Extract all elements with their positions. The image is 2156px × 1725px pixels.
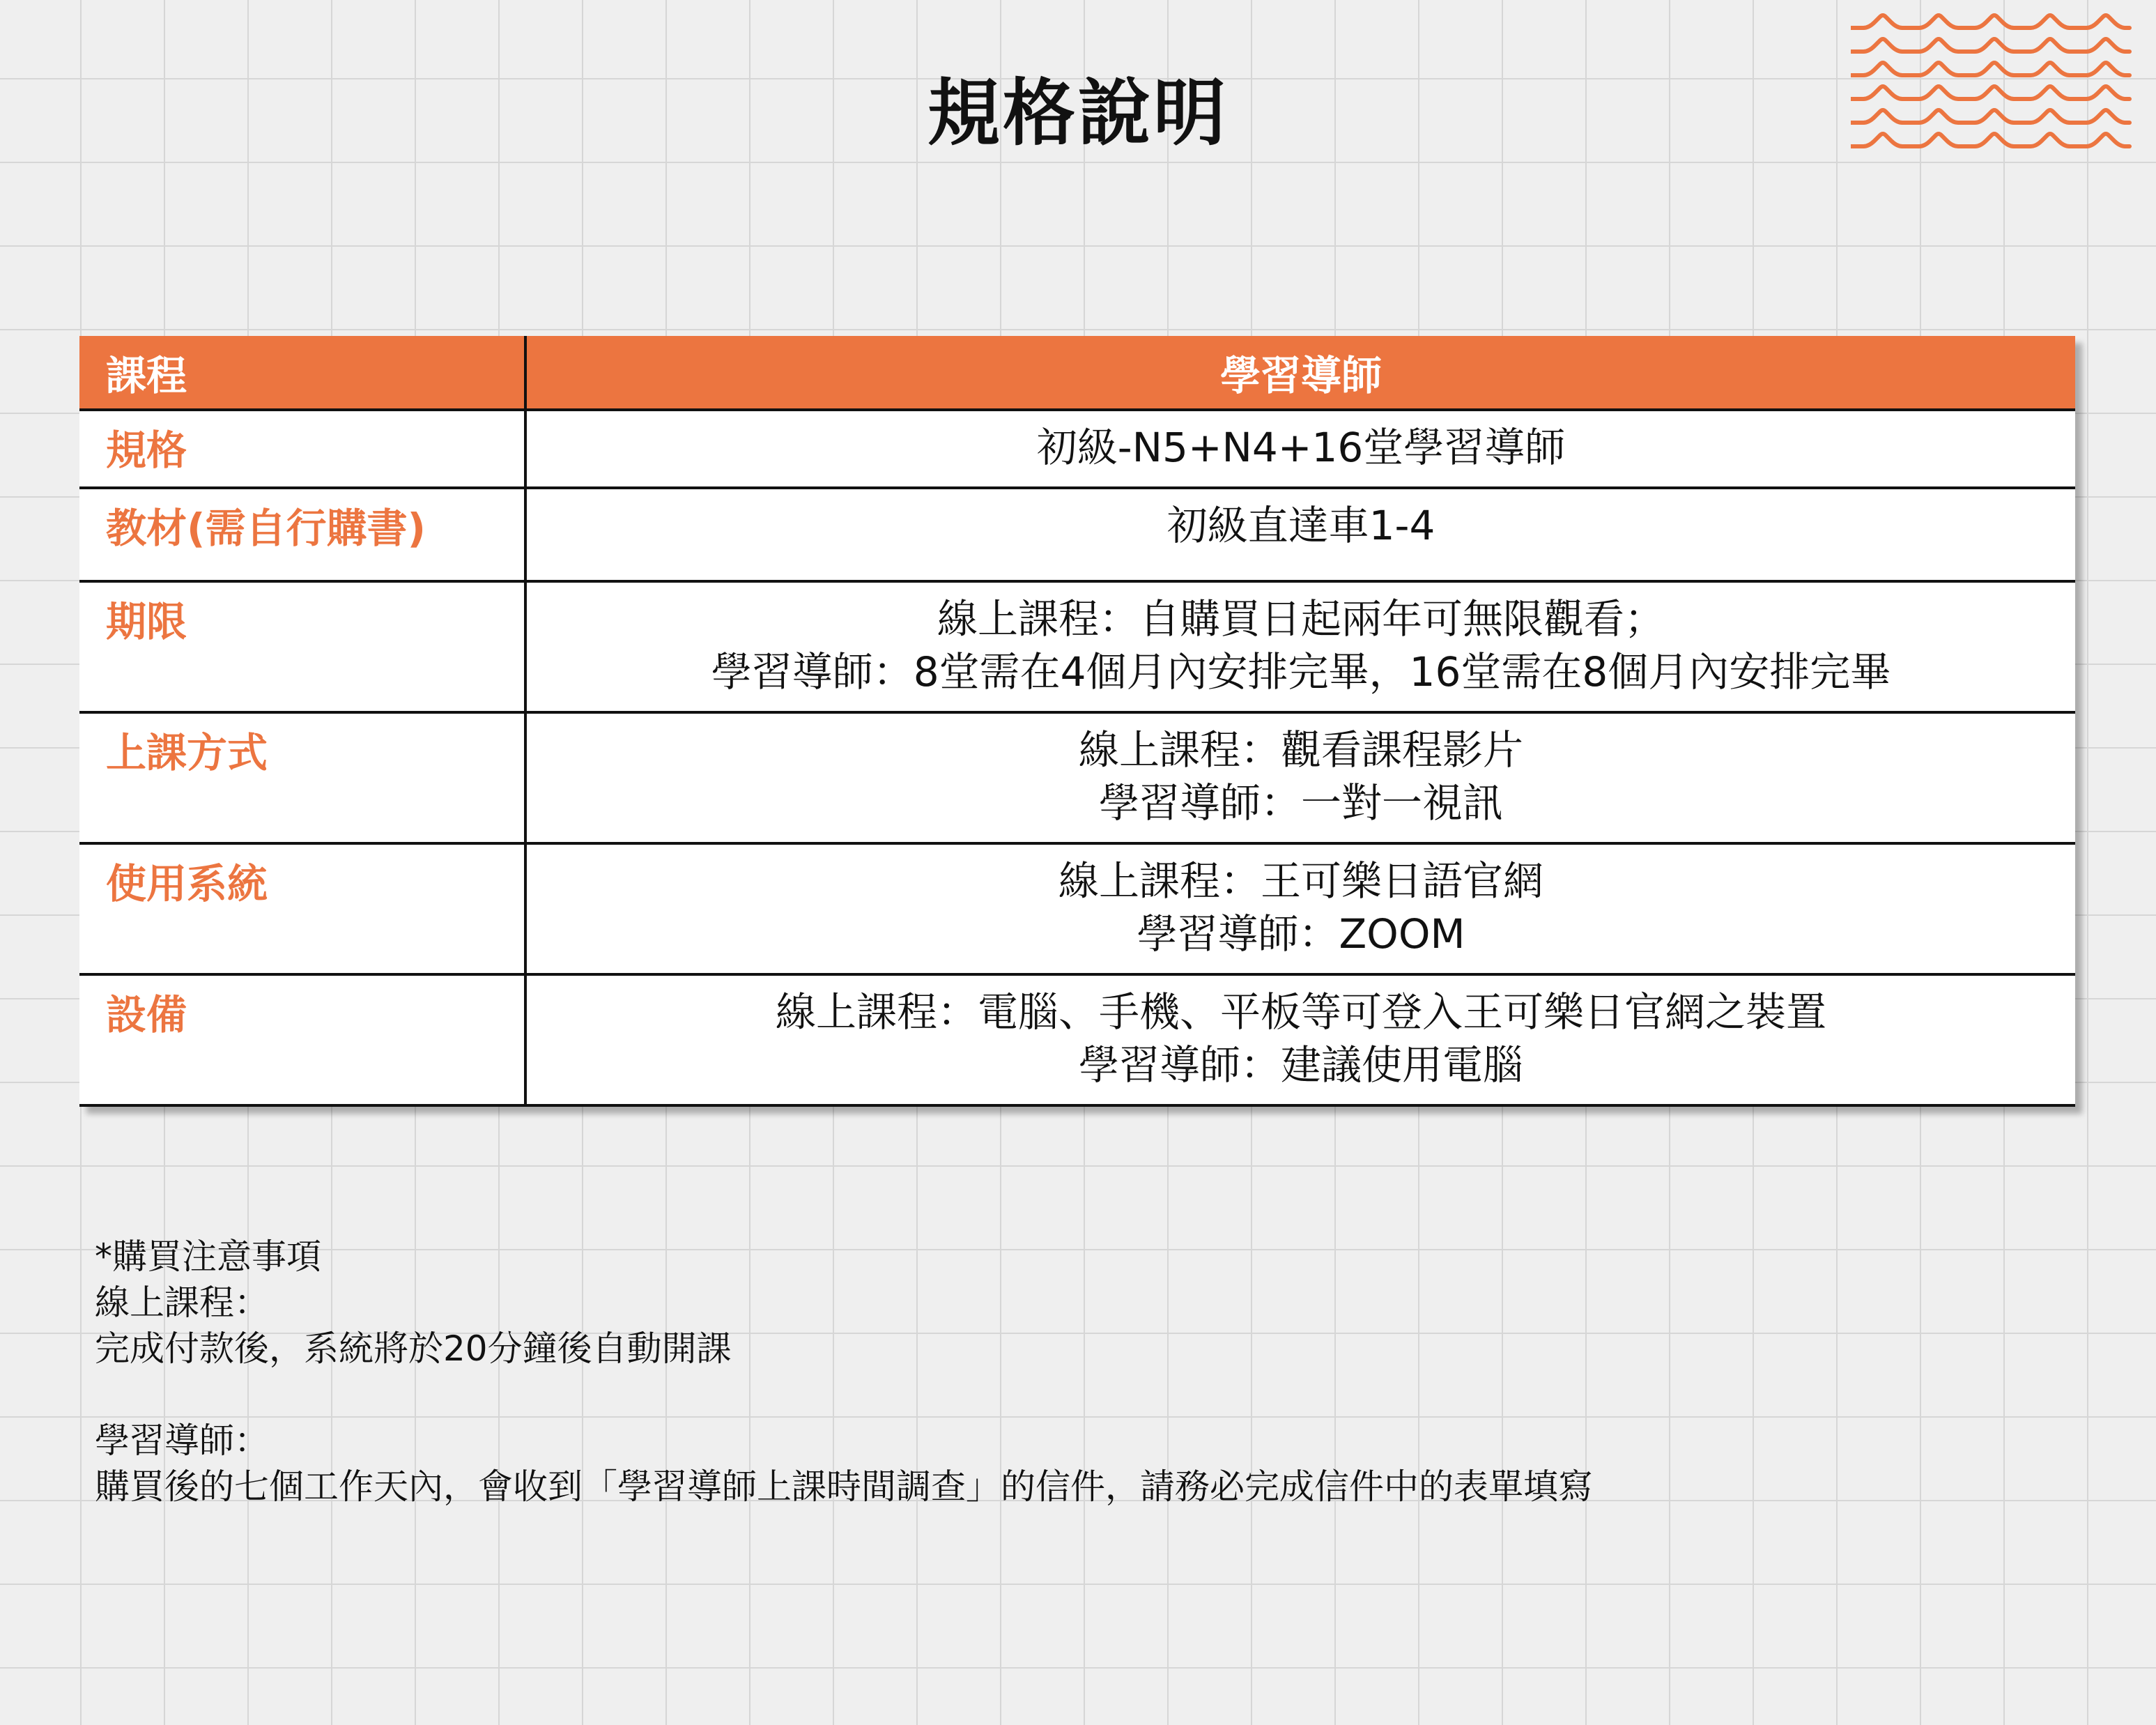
spec-table [79,336,2075,1107]
table-row [79,410,2075,488]
value-line: 線上課程：電腦、手機、平板等可登入王可樂日官網之裝置 [775,988,1826,1036]
value-line: 學習導師：建議使用電腦 [1078,1041,1523,1089]
row-value [525,581,2075,712]
notes-online-text: 完成付款後，系統將於20分鐘後自動開課 [95,1328,732,1369]
notes-heading: *購買注意事項 [95,1236,321,1277]
row-value [525,488,2075,581]
notes-spacer [95,1372,1593,1418]
row-label: 使用系統 [79,843,525,974]
notes-online-label: 線上課程： [95,1282,269,1323]
row-value [525,410,2075,488]
row-value [525,974,2075,1105]
purchase-notes [95,1234,1593,1510]
table-row [79,843,2075,974]
table-row [79,712,2075,843]
value-line: 學習導師：8堂需在4個月內安排完畢，16堂需在8個月內安排完畢 [711,648,1891,696]
table-header-row [79,336,2075,410]
row-label: 規格 [79,410,525,488]
value-line: 線上課程：觀看課程影片 [1078,726,1523,774]
notes-tutor-text: 購買後的七個工作天內，會收到「學習導師上課時間調查」的信件，請務必完成信件中的表單填寫 [95,1466,1593,1507]
value-line: 學習導師：ZOOM [1137,910,1465,958]
table-row [79,488,2075,581]
value-line: 線上課程：王可樂日語官網 [1058,857,1543,905]
row-label: 期限 [79,581,525,712]
row-label: 教材(需自行購書) [79,488,525,581]
row-label: 上課方式 [79,712,525,843]
page-title: 規格說明 [927,70,1229,155]
value-line: 初級直達車1-4 [1166,502,1435,549]
header-label: 課程 [79,336,525,410]
row-value [525,712,2075,843]
row-label: 設備 [79,974,525,1105]
value-line: 初級-N5+N4+16堂學習導師 [1036,424,1566,471]
value-line: 學習導師：一對一視訊 [1098,779,1503,827]
value-line: 線上課程：自購買日起兩年可無限觀看； [937,595,1665,643]
notes-tutor-label: 學習導師： [95,1420,269,1461]
table-row [79,974,2075,1105]
header-value: 學習導師 [525,336,2075,410]
table-row [79,581,2075,712]
row-value [525,843,2075,974]
